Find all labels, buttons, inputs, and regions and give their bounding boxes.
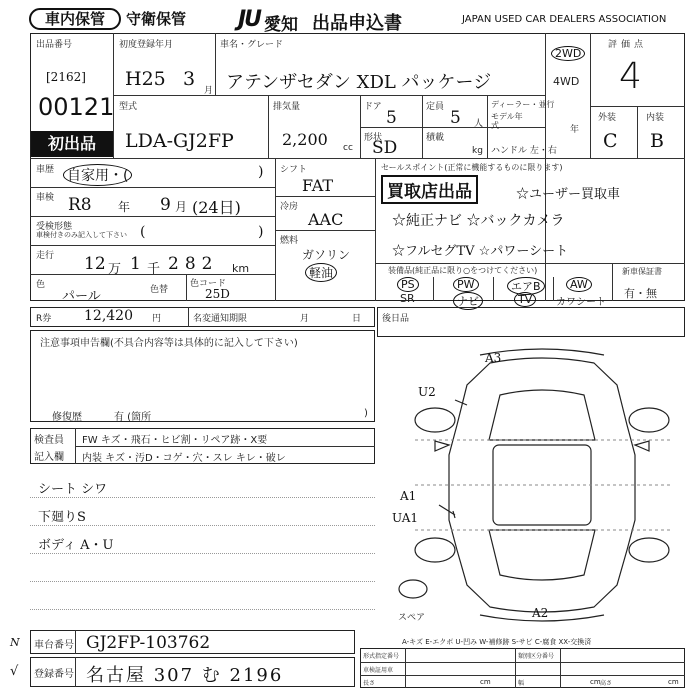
dealer-year-unit: 年 — [570, 125, 580, 135]
doors-value: 5 — [386, 108, 397, 128]
first-listing-badge: 初出品 — [31, 131, 113, 157]
doors-label: ドア — [364, 102, 382, 112]
footer-cm: cm — [590, 678, 601, 686]
form-rule — [422, 95, 423, 158]
load-unit: kg — [472, 146, 483, 156]
form-rule — [377, 307, 685, 337]
score-value: 4 — [619, 56, 642, 97]
usage-close: ) — [258, 164, 264, 180]
form-rule — [489, 390, 595, 440]
recycle-unit: 円 — [152, 314, 162, 324]
selling-point-1: ☆ユーザー買取車 — [516, 187, 621, 202]
form-rule — [415, 408, 455, 432]
badge-interior: 車内保管 — [29, 8, 121, 30]
form-rule — [415, 440, 670, 530]
capacity-label: 定員 — [426, 102, 445, 112]
equip-pw: PW — [453, 277, 479, 292]
fuel-diesel: 軽油 — [305, 263, 337, 282]
form-rule — [30, 274, 275, 275]
displacement-label: 排気量 — [273, 102, 301, 112]
form-rule — [375, 158, 376, 301]
equip-sr: SR — [400, 292, 415, 305]
recycle-fee: 12,420 — [84, 308, 133, 324]
exterior-grade: C — [603, 130, 618, 152]
shift-label: シフト — [280, 165, 308, 175]
ju-logo: JU — [238, 7, 261, 32]
inspection-month-unit: 月 — [175, 200, 188, 214]
footer-cm: cm — [668, 678, 679, 686]
form-rule — [30, 609, 375, 610]
model-label: 型式 — [119, 102, 138, 112]
footer-f4: 長さ — [363, 680, 376, 687]
footer-f3: 車検証用車 — [363, 667, 394, 674]
damage-a2: A2 — [532, 606, 549, 620]
form-rule — [75, 446, 375, 447]
inspector-row-2: 内装 キズ・汚D・コゲ・穴・スレ キレ・破レ — [82, 453, 286, 464]
buyback-headline: 買取店出品 — [381, 175, 478, 204]
color-value: パール — [62, 289, 101, 304]
form-rule — [493, 277, 494, 301]
recycle-label: R券 — [36, 314, 52, 324]
form-rule — [489, 530, 595, 580]
form-rule — [75, 657, 76, 687]
form-rule — [612, 263, 613, 301]
damage-u2: U2 — [418, 385, 436, 399]
aircon-value: AAC — [308, 210, 344, 229]
warranty-value: 有・無 — [624, 287, 657, 300]
drive-4wd: 4WD — [553, 75, 580, 88]
form-rule — [560, 648, 561, 688]
chassis-number: GJ2FP-103762 — [86, 633, 211, 653]
rear-label: 後日品 — [382, 314, 410, 324]
color-label: 色 — [36, 280, 46, 290]
recycle-month: 月 — [300, 314, 310, 324]
form-rule — [360, 662, 685, 663]
selling-point-2: ☆純正ナビ ☆バックカメラ — [392, 213, 565, 229]
shape-value: SD — [372, 138, 398, 158]
equip-airbag: エアB — [507, 277, 545, 295]
shift-value: FAT — [302, 176, 334, 195]
equip-navi: ナビ — [453, 292, 483, 310]
damage-legend: A-キズ E-エクボ U-凹み W-補修跡 S-サビ C-腐食 XX-交換済 — [402, 638, 592, 646]
notes-repair: 修復歴 — [52, 412, 82, 423]
mileage-unit: km — [232, 262, 250, 275]
form-rule — [405, 648, 406, 688]
inspector-row-1: FW キズ・飛石・ヒビ割・リペア跡・X要 — [82, 435, 268, 446]
form-rule — [215, 33, 216, 95]
form-rule — [188, 307, 189, 327]
form-rule — [360, 675, 685, 676]
capacity-unit: 人 — [474, 119, 484, 129]
inspection-month: 9 — [160, 195, 171, 215]
score-int-label: 内装 — [646, 113, 665, 123]
fuel-label: 燃料 — [280, 236, 299, 246]
form-rule — [435, 441, 449, 451]
shape-label: 形状 — [364, 133, 383, 143]
badge-guard: 守衛保管 — [126, 10, 187, 28]
inspection-day: (24日) — [192, 198, 241, 217]
equipment-label: 装備品(純正品に限り○をつけてください) — [388, 266, 538, 275]
footer-mark-v: √ — [10, 664, 19, 679]
inspector-label1: 検査員 — [34, 435, 64, 446]
recycle-notice: 名変通知期限 — [193, 314, 248, 324]
car-damage-diagram — [395, 345, 690, 625]
interior-grade: B — [650, 130, 664, 152]
equip-tv: TV — [514, 292, 536, 307]
registration-label: 初度登録年月 — [119, 40, 174, 50]
recycle-day: 日 — [352, 314, 362, 324]
test-label: 受検形態 — [36, 222, 73, 232]
selling-points-label: セールスポイント(正常に機能するものに限ります) — [381, 163, 563, 172]
footer-mark-n: N — [10, 636, 20, 649]
damage-ua1: UA1 — [392, 511, 419, 525]
footer-f2: 類別区分番号 — [518, 653, 555, 660]
form-rule — [30, 581, 375, 582]
color-code-label: 色コード — [190, 279, 227, 289]
aircon-label: 冷房 — [280, 202, 299, 212]
form-rule — [275, 196, 375, 197]
model-value: LDA-GJ2FP — [125, 130, 234, 152]
form-rule — [275, 230, 375, 231]
footer-f5: 幅 — [518, 680, 525, 687]
mileage-man-unit: 万 — [108, 262, 122, 277]
footer-f1: 形式指定番号 — [363, 653, 400, 660]
load-label: 積載 — [426, 133, 445, 143]
damage-a3: A3 — [485, 351, 502, 365]
dealer-model-year: モデル年式 — [491, 112, 523, 130]
mileage-sen-unit: 千 — [147, 262, 161, 277]
equipment-warranty-label: 新車保証書 — [622, 267, 662, 276]
selling-point-3: ☆フルセグTV ☆パワーシート — [392, 244, 569, 259]
test-close: ) — [258, 224, 264, 240]
form-title: 出品申込書 — [312, 13, 402, 34]
inspection-era: R8 — [68, 195, 92, 215]
form-rule — [629, 538, 669, 562]
mileage-sen: 1 — [130, 254, 141, 274]
form-rule — [635, 441, 649, 451]
diagram-spare: スペア — [398, 613, 426, 623]
footer-cm: cm — [480, 678, 491, 686]
form-rule — [637, 106, 638, 158]
lot-label: 出品番号 — [36, 40, 73, 50]
displacement-value: 2,200 — [282, 130, 328, 149]
dealer-label: ディーラー・並行 — [491, 100, 555, 109]
form-rule — [186, 274, 187, 301]
chassis-label: 車台番号 — [34, 640, 74, 651]
form-rule — [415, 538, 455, 562]
fuel-gasoline: ガソリン — [302, 248, 351, 262]
registration-era: H25 — [125, 68, 166, 90]
mileage-label: 走行 — [36, 251, 55, 261]
form-rule — [268, 95, 269, 158]
usage-label: 車歴 — [36, 165, 55, 175]
capacity-value: 5 — [450, 108, 461, 128]
car-name-value: アテンザセダン XDL パッケージ — [226, 72, 492, 93]
drive-2wd: 2WD — [551, 46, 585, 61]
remark-1: シート シワ — [38, 482, 108, 497]
form-rule — [515, 648, 516, 688]
notes-repair-close: ) — [364, 408, 368, 419]
form-rule — [487, 95, 488, 158]
form-rule — [455, 400, 467, 405]
form-rule — [30, 553, 375, 554]
registration-month: 3 — [183, 68, 196, 90]
form-rule — [629, 408, 669, 432]
remark-2: 下廻りS — [38, 510, 86, 525]
score-label: 評価点 — [608, 40, 648, 50]
form-rule — [30, 497, 375, 498]
form-rule — [433, 277, 434, 301]
notes-label: 注意事項申告欄(不具合内容等は具体的に記入して下さい) — [40, 338, 298, 349]
remark-3: ボディ A・U — [38, 538, 114, 553]
color-code: 25D — [205, 287, 230, 301]
lot-sub-number: [2162] — [46, 70, 86, 84]
form-rule — [30, 158, 685, 159]
form-rule — [590, 33, 591, 158]
form-rule — [113, 95, 545, 96]
footer-f6: 高さ — [600, 680, 613, 687]
mileage-man: 12 — [84, 254, 106, 274]
registration-month-unit: 月 — [204, 86, 214, 96]
form-rule — [439, 505, 455, 515]
plate-number: 名古屋 307 む 2196 — [86, 665, 284, 686]
form-rule — [30, 525, 375, 526]
form-rule — [30, 245, 275, 246]
plate-label: 登録番号 — [34, 669, 74, 680]
mileage-rest: 282 — [168, 254, 219, 274]
color-tone-label: 色替 — [150, 285, 169, 295]
form-rule — [30, 216, 275, 217]
equip-ps: PS — [397, 277, 419, 292]
form-rule — [30, 187, 275, 188]
form-rule — [553, 277, 554, 301]
car-name-label: 車名・グレード — [220, 40, 284, 50]
org-name: 愛知 — [264, 15, 298, 35]
form-rule — [75, 630, 76, 654]
test-value: ( — [140, 224, 146, 240]
dealer-handle: ハンドル 左・右 — [491, 146, 557, 156]
form-rule — [399, 580, 427, 598]
test-note: 車検付きのみ記入して下さい — [36, 231, 127, 239]
equip-aw: AW — [566, 277, 592, 292]
damage-a1: A1 — [400, 489, 417, 503]
inspection-year-unit: 年 — [118, 200, 131, 214]
usage-private: 自家用・( — [63, 164, 132, 186]
notes-repair-val: 有 (箇所 — [114, 412, 152, 423]
inspection-label: 車検 — [36, 193, 55, 203]
form-rule — [375, 263, 685, 264]
score-ext-label: 外装 — [598, 113, 617, 123]
inspector-label2: 記入欄 — [34, 452, 64, 463]
lot-number: 00121 — [38, 93, 115, 121]
association-name: JAPAN USED CAR DEALERS ASSOCIATION — [462, 14, 667, 25]
displacement-unit: cc — [343, 143, 353, 153]
equip-leather: カワシート — [556, 297, 606, 308]
